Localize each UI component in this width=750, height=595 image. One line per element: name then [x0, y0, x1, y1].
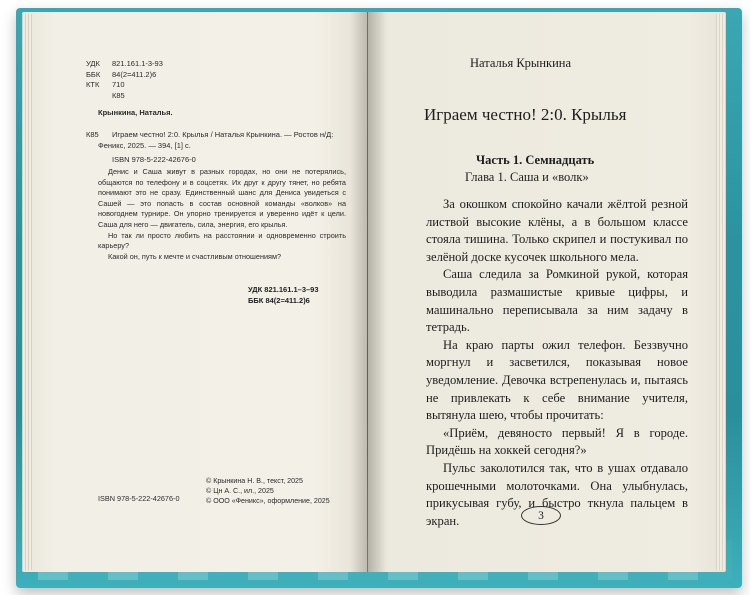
annotation-paragraph: Но так ли просто любить на расстоянии и одновременно строить карьеру?	[98, 230, 346, 251]
chapter-heading: Глава 1. Саша и «волк»	[465, 170, 589, 184]
imprint-isbn: ISBN 978-5-222-42676-0	[98, 494, 180, 503]
body-paragraph: «Приём, девяносто первый! Я в городе. Придёшь на хоккей сегодня?»	[426, 425, 688, 458]
annotation-paragraph: Денис и Саша живут в разных городах, но они не потерялись, общаются по телефону и в соцсетях. Их друг к другу тянет, но ребята понимают это не сразу. Единственный шанс для Дениса увидеться с Сашей — это попасть в состав основной команды «волков» на новогоднем турнире. Он упорно тренируется и уверенно идёт к цели. Саша для него — двигатель, сила, энергия, его крылья.	[98, 167, 346, 229]
copyright-line: © Цн А. С., ил., 2025	[206, 487, 274, 495]
udk-code: УДК 821.161.1–3–93	[248, 285, 319, 294]
copyright-line: © Крынкина Н. В., текст, 2025	[206, 477, 303, 485]
catalog-author-heading: Крынкина, Наталья.	[98, 108, 173, 117]
book-title: Играем честно! 2:0. Крылья	[424, 105, 627, 124]
bbk-code: ББК 84(2=411.2)6	[248, 296, 310, 305]
classification-block	[86, 59, 163, 101]
body-paragraph: Пульс заколотился так, что в ушах отдавало крошечными молоточками. Она улыбнулась, прикусывая губу, и быстро ткнула пальцем в экран.	[426, 460, 688, 528]
body-text	[426, 196, 688, 530]
catalog-description: Играем честно! 2:0. Крылья / Наталья Крынкина. — Ростов н/Д:	[112, 130, 334, 139]
page-number	[521, 506, 561, 525]
classification-row: УДК 821.161.1-3-93	[86, 59, 163, 68]
copyright-line: © ООО «Феникс», оформление, 2025	[206, 497, 330, 505]
catalog-code: К85	[86, 130, 99, 139]
annotation	[98, 167, 346, 262]
catalog-isbn: ISBN 978-5-222-42676-0	[112, 155, 196, 164]
classification-row: ББК 84(2=411.2)6	[86, 69, 157, 79]
annotation-paragraph: Какой он, путь к мечте и счастливым отношениям?	[108, 251, 282, 261]
body-paragraph: За окошком спокойно качали жёлтой резной листвой высокие клёны, а в большом классе стояла тишина. Только скрипел и постукивал по зелёной доске кусочек школьного мела.	[426, 197, 688, 264]
book-gutter	[350, 12, 386, 572]
body-paragraph: Саша следила за Ромкиной рукой, которая выводила размашистые кривые цифры, и машинально переписывала за ним задачу в тетрадь.	[426, 267, 688, 335]
copyright-block	[206, 476, 330, 506]
page-number-text: 3	[538, 509, 544, 522]
running-author: Наталья Крынкина	[470, 56, 572, 70]
catalog-description-cont: Феникс, 2025. — 394, [1] с.	[98, 141, 191, 150]
classification-row: К85	[112, 90, 125, 100]
body-paragraph: На краю парты ожил телефон. Беззвучно моргнул и засветился, показывая новое уведомление. Девочка встрепенулась и, пытаясь не привлекать к себе внимание учителя, вытянула шею, чтобы прочитать:	[426, 337, 688, 423]
classification-row: КТК 710	[86, 80, 125, 89]
left-page-edges	[22, 14, 32, 570]
bottom-classification-codes	[248, 284, 319, 306]
right-page-edges	[716, 14, 726, 570]
part-heading: Часть 1. Семнадцать	[476, 153, 595, 167]
